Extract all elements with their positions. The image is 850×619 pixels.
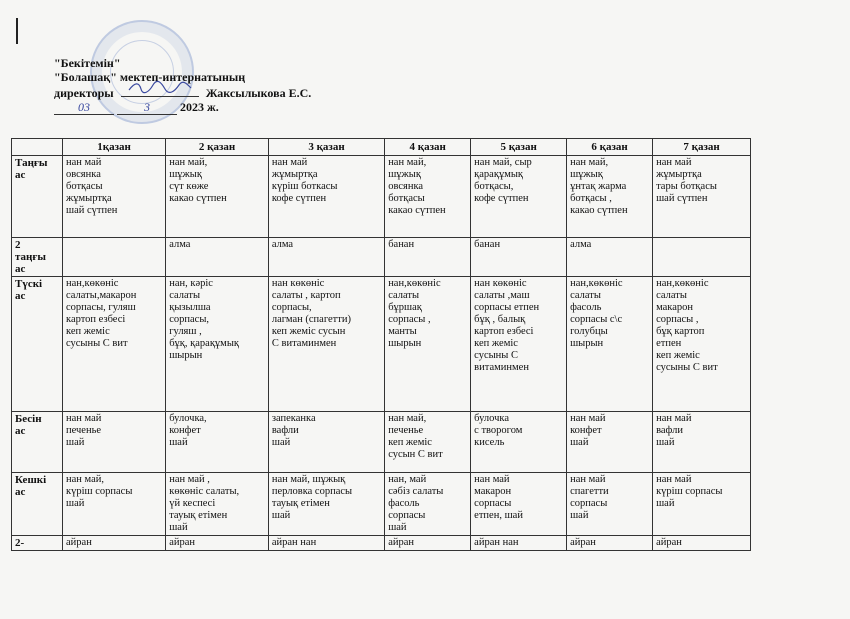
menu-cell-line: манты bbox=[388, 326, 417, 337]
table-row bbox=[12, 156, 751, 238]
menu-cell-line: шай bbox=[656, 437, 675, 448]
menu-cell-line: конфет bbox=[169, 425, 201, 436]
table-row bbox=[12, 238, 751, 277]
menu-cell bbox=[268, 156, 384, 238]
menu-cell-line: вафли bbox=[271, 425, 299, 436]
menu-cell-line: сорпасы, bbox=[169, 314, 209, 325]
menu-cell bbox=[166, 156, 269, 238]
menu-cell-line: нан,көкөніс bbox=[570, 278, 623, 289]
menu-cell-line: нан,көкөніс bbox=[66, 278, 119, 289]
meal-label bbox=[12, 238, 63, 277]
director-line bbox=[54, 84, 311, 100]
menu-cell-line: шай сүтпен bbox=[656, 193, 708, 204]
menu-cell-line: кеп жеміс сусын bbox=[271, 326, 346, 337]
meal-label-line: ас bbox=[15, 169, 26, 181]
date-day: 03 bbox=[54, 100, 114, 115]
menu-cell-line: сорпасы bbox=[474, 498, 512, 509]
menu-cell-line: нан май bbox=[271, 157, 308, 168]
menu-cell-line: сорпасы bbox=[570, 498, 608, 509]
menu-cell-line: голубцы bbox=[570, 326, 608, 337]
menu-cell bbox=[471, 277, 567, 412]
signature bbox=[121, 84, 199, 97]
menu-cell-line: шай bbox=[388, 522, 407, 533]
menu-cell-line: нан май, сыр bbox=[474, 157, 532, 168]
menu-table bbox=[11, 138, 751, 551]
menu-cell-line: нан май bbox=[474, 474, 510, 485]
menu-cell-line: айран bbox=[570, 537, 596, 548]
menu-cell bbox=[471, 412, 567, 473]
menu-cell-line: шырын bbox=[388, 338, 422, 349]
school-line: "Болашақ" мектеп-интернатының bbox=[54, 70, 246, 84]
date-line bbox=[54, 100, 311, 115]
column-header: 4 қазан bbox=[385, 139, 471, 156]
menu-cell-line: перловка сорпасы bbox=[271, 486, 353, 497]
menu-cell bbox=[567, 412, 653, 473]
menu-cell-line: кофе сүтпен bbox=[271, 193, 327, 204]
meal-label-line: ас bbox=[15, 263, 26, 275]
column-header: 2 қазан bbox=[166, 139, 269, 156]
menu-cell bbox=[63, 536, 166, 551]
menu-cell-line: айран bbox=[388, 537, 414, 548]
menu-cell-line: жұмыртқа bbox=[271, 169, 318, 180]
menu-cell-line: нан май, bbox=[388, 413, 427, 424]
menu-cell bbox=[471, 156, 567, 238]
meal-label bbox=[12, 156, 63, 238]
menu-cell-line: картоп езбесі bbox=[474, 326, 534, 337]
menu-cell bbox=[385, 156, 471, 238]
menu-cell-line: макарон bbox=[474, 486, 512, 497]
menu-cell-line: бұршақ bbox=[388, 302, 422, 313]
menu-cell-line: нан май, шұжық bbox=[271, 474, 346, 485]
menu-cell-line: сорпасы с\с bbox=[570, 314, 623, 325]
menu-cell-line: нан көкөніс bbox=[474, 278, 527, 289]
menu-cell-line: шай bbox=[66, 498, 85, 509]
menu-cell-line: күріш сорпасы bbox=[656, 486, 723, 497]
menu-cell-line: кисель bbox=[474, 437, 505, 448]
menu-cell-line: айран bbox=[169, 537, 196, 548]
menu-cell-line: шұжық bbox=[388, 169, 421, 180]
menu-cell-line: салаты , картоп bbox=[271, 290, 341, 301]
menu-cell-line: запеканка bbox=[271, 413, 316, 424]
meal-label-line: 2- bbox=[15, 537, 25, 549]
menu-cell-line: шай bbox=[271, 510, 291, 521]
menu-cell-line: нан май, bbox=[169, 157, 208, 168]
menu-cell-line: тауық етімен bbox=[169, 510, 228, 521]
meal-label-line: 2 bbox=[15, 239, 21, 251]
table-row bbox=[12, 536, 751, 551]
menu-cell-line: кеп жеміс bbox=[656, 350, 700, 361]
header-row bbox=[12, 139, 751, 156]
meal-label-line: Бесін bbox=[15, 413, 42, 425]
menu-cell-line: сусын С вит bbox=[388, 449, 443, 460]
menu-cell-line: сусыны С bbox=[474, 350, 518, 361]
menu-cell bbox=[385, 412, 471, 473]
menu-cell bbox=[63, 156, 166, 238]
menu-cell-line: лагман (спагетти) bbox=[271, 314, 351, 325]
menu-cell-line: күріш боткасы bbox=[271, 181, 338, 192]
date-month: 3 bbox=[117, 100, 177, 115]
menu-cell-line: нан көкөніс bbox=[271, 278, 325, 289]
column-header: 5 қазан bbox=[471, 139, 567, 156]
menu-cell-line: С витаминмен bbox=[271, 338, 337, 349]
menu-cell-line: какао сүтпен bbox=[570, 205, 628, 216]
meal-label bbox=[12, 412, 63, 473]
menu-cell-line: үй кеспесі bbox=[169, 498, 216, 509]
column-header: 7 қазан bbox=[653, 139, 751, 156]
menu-cell-line: нан май, bbox=[388, 157, 427, 168]
menu-cell bbox=[653, 536, 751, 551]
menu-cell bbox=[166, 277, 269, 412]
menu-cell-line: какао сүтпен bbox=[388, 205, 446, 216]
menu-cell-line: шырын bbox=[169, 350, 203, 361]
menu-cell bbox=[653, 238, 751, 277]
meal-label-line: ас bbox=[15, 486, 26, 498]
menu-cell-line: етпен bbox=[656, 338, 682, 349]
menu-cell-line: бұқ картоп bbox=[656, 326, 705, 337]
signature-scribble-icon bbox=[127, 80, 193, 94]
menu-cell-line: айран нан bbox=[271, 537, 317, 548]
menu-cell-line: печенье bbox=[66, 425, 102, 436]
menu-cell bbox=[268, 473, 384, 536]
menu-cell-line: бұқ , балық bbox=[474, 314, 526, 325]
menu-cell bbox=[567, 156, 653, 238]
column-header: 6 қазан bbox=[567, 139, 653, 156]
menu-cell-line: сәбіз салаты bbox=[388, 486, 444, 497]
menu-cell bbox=[63, 238, 166, 277]
menu-cell bbox=[653, 473, 751, 536]
menu-cell-line: нан, кәріс bbox=[169, 278, 213, 289]
menu-cell-line: шай bbox=[271, 437, 291, 448]
menu-cell-line: гуляш , bbox=[169, 326, 202, 337]
menu-cell-line: сорпасы , bbox=[656, 314, 699, 325]
menu-cell-line: тары ботқасы bbox=[656, 181, 717, 192]
menu-cell-line: шұжық bbox=[169, 169, 202, 180]
menu-cell-line: сорпасы, bbox=[271, 302, 312, 313]
menu-cell-line: сорпасы, гуляш bbox=[66, 302, 136, 313]
menu-cell bbox=[567, 536, 653, 551]
menu-cell-line: печенье bbox=[388, 425, 424, 436]
table-row bbox=[12, 277, 751, 412]
menu-cell bbox=[567, 238, 653, 277]
menu-cell-line: овсянка bbox=[66, 169, 101, 180]
menu-cell-line: салаты bbox=[656, 290, 687, 301]
menu-cell bbox=[268, 536, 384, 551]
menu-body bbox=[12, 156, 751, 551]
menu-cell-line: кеп жеміс bbox=[388, 437, 432, 448]
menu-cell bbox=[653, 156, 751, 238]
menu-cell-line: сорпасы етпен bbox=[474, 302, 540, 313]
table-row bbox=[12, 412, 751, 473]
meal-label-line: Таңғы bbox=[15, 157, 48, 169]
menu-cell-line: спагетти bbox=[570, 486, 609, 497]
meal-label bbox=[12, 277, 63, 412]
menu-cell bbox=[385, 277, 471, 412]
meal-label-line: Кешкі bbox=[15, 474, 47, 486]
menu-cell-line: көкөніс салаты, bbox=[169, 486, 240, 497]
menu-cell bbox=[653, 277, 751, 412]
menu-cell bbox=[385, 238, 471, 277]
menu-cell-line: шай bbox=[66, 437, 85, 448]
approval-block bbox=[54, 56, 311, 115]
menu-cell-line: шай bbox=[570, 437, 589, 448]
meal-label-line: ас bbox=[15, 425, 26, 437]
menu-cell bbox=[653, 412, 751, 473]
menu-cell-line: нан май bbox=[66, 413, 102, 424]
menu-cell-line: сусыны С вит bbox=[66, 338, 128, 349]
menu-cell-line: нан май bbox=[656, 157, 692, 168]
menu-cell bbox=[166, 238, 269, 277]
menu-cell bbox=[166, 473, 269, 536]
menu-cell-line: ұнтақ жарма bbox=[570, 181, 627, 192]
meal-label bbox=[12, 473, 63, 536]
menu-cell-line: вафли bbox=[656, 425, 683, 436]
menu-cell bbox=[567, 473, 653, 536]
meal-label bbox=[12, 536, 63, 551]
menu-cell-line: нан май bbox=[66, 157, 102, 168]
menu-cell-line: ботқасы, bbox=[474, 181, 514, 192]
director-name: Жаксылыкова Е.С. bbox=[205, 86, 312, 100]
date-year: 2023 ж. bbox=[180, 100, 219, 114]
menu-cell bbox=[268, 412, 384, 473]
menu-cell-line: кеп жеміс bbox=[66, 326, 110, 337]
approved-heading: "Бекітемін" bbox=[54, 56, 121, 70]
menu-cell-line: салаты,макарон bbox=[66, 290, 137, 301]
meal-label-line: таңғы bbox=[15, 251, 46, 263]
menu-cell-line: банан bbox=[388, 239, 415, 250]
menu-cell bbox=[63, 277, 166, 412]
director-label: директоры bbox=[54, 86, 114, 100]
menu-cell bbox=[567, 277, 653, 412]
menu-cell-line: қарақұмық bbox=[474, 169, 523, 180]
menu-cell-line: кеп жеміс bbox=[474, 338, 518, 349]
meal-label-line: Түскі bbox=[15, 278, 43, 290]
menu-cell-line: шай bbox=[656, 498, 675, 509]
menu-cell-line: ботқасы bbox=[388, 193, 425, 204]
menu-cell-line: нан,көкөніс bbox=[388, 278, 441, 289]
menu-cell-line: жұмыртқа bbox=[66, 193, 112, 204]
menu-cell bbox=[385, 536, 471, 551]
column-header: 1қазан bbox=[63, 139, 166, 156]
menu-cell-line: ботқасы , bbox=[570, 193, 612, 204]
menu-cell-line: сусыны С вит bbox=[656, 362, 718, 373]
menu-cell-line: алма bbox=[570, 239, 592, 250]
menu-cell-line: салаты ,маш bbox=[474, 290, 530, 301]
menu-cell-line: фасоль bbox=[388, 498, 420, 509]
menu-cell-line: сорпасы , bbox=[388, 314, 431, 325]
menu-cell-line: нан,көкөніс bbox=[656, 278, 709, 289]
menu-cell bbox=[268, 277, 384, 412]
menu-cell-line: какао сүтпен bbox=[169, 193, 227, 204]
menu-cell-line: булочка bbox=[474, 413, 510, 424]
menu-cell-line: нан май bbox=[570, 413, 606, 424]
menu-cell bbox=[471, 473, 567, 536]
menu-cell-line: жұмыртқа bbox=[656, 169, 702, 180]
menu-cell-line: сүт көже bbox=[169, 181, 209, 192]
menu-cell bbox=[385, 473, 471, 536]
menu-cell-line: бұқ, қарақұмық bbox=[169, 338, 239, 349]
menu-cell-line: картоп езбесі bbox=[66, 314, 126, 325]
menu-cell-line: нан май bbox=[656, 413, 692, 424]
meal-label-line: ас bbox=[15, 290, 26, 302]
menu-cell-line: етпен, шай bbox=[474, 510, 523, 521]
menu-cell bbox=[471, 238, 567, 277]
menu-cell-line: сорпасы bbox=[388, 510, 426, 521]
menu-cell-line: тауық етімен bbox=[271, 498, 330, 509]
menu-cell bbox=[63, 412, 166, 473]
menu-cell-line: нан, май bbox=[388, 474, 427, 485]
menu-cell-line: шай сүтпен bbox=[66, 205, 118, 216]
menu-cell-line: айран bbox=[66, 537, 92, 548]
menu-cell-line: нан май, bbox=[66, 474, 105, 485]
menu-cell-line: конфет bbox=[570, 425, 602, 436]
menu-cell-line: с творогом bbox=[474, 425, 523, 436]
menu-cell-line: шырын bbox=[570, 338, 604, 349]
menu-cell-line: салаты bbox=[388, 290, 420, 301]
menu-cell-line: алма bbox=[271, 239, 294, 250]
menu-cell-line: макарон bbox=[656, 302, 694, 313]
menu-cell-line: нан май bbox=[656, 474, 692, 485]
menu-cell-line: фасоль bbox=[570, 302, 602, 313]
menu-cell-line: шұжық bbox=[570, 169, 603, 180]
menu-cell-line: витаминмен bbox=[474, 362, 529, 373]
menu-cell bbox=[166, 412, 269, 473]
menu-cell-line: шай bbox=[570, 510, 589, 521]
menu-cell-line: алма bbox=[169, 239, 191, 250]
menu-cell bbox=[471, 536, 567, 551]
menu-cell-line: шай bbox=[169, 437, 188, 448]
menu-cell-line: нан май bbox=[570, 474, 606, 485]
menu-cell-line: овсянка bbox=[388, 181, 424, 192]
menu-cell-line: булочка, bbox=[169, 413, 207, 424]
menu-cell-line: айран bbox=[656, 537, 682, 548]
table-row bbox=[12, 473, 751, 536]
menu-cell-line: салаты bbox=[570, 290, 601, 301]
menu-cell-line: нан май , bbox=[169, 474, 210, 485]
menu-cell-line: банан bbox=[474, 239, 501, 250]
menu-cell-line: айран нан bbox=[474, 537, 519, 548]
menu-cell-line: ботқасы bbox=[66, 181, 103, 192]
menu-cell-line: салаты bbox=[169, 290, 201, 301]
menu-cell-line: нан май, bbox=[570, 157, 609, 168]
menu-cell-line: шай bbox=[169, 522, 188, 533]
menu-cell-line: кофе сүтпен bbox=[474, 193, 529, 204]
menu-cell-line: қызылша bbox=[169, 302, 211, 313]
menu-cell bbox=[166, 536, 269, 551]
menu-cell-line: күріш сорпасы bbox=[66, 486, 133, 497]
column-header: 3 қазан bbox=[268, 139, 384, 156]
column-header bbox=[12, 139, 63, 156]
menu-cell bbox=[268, 238, 384, 277]
menu-cell bbox=[63, 473, 166, 536]
page-edge-mark bbox=[16, 18, 18, 44]
